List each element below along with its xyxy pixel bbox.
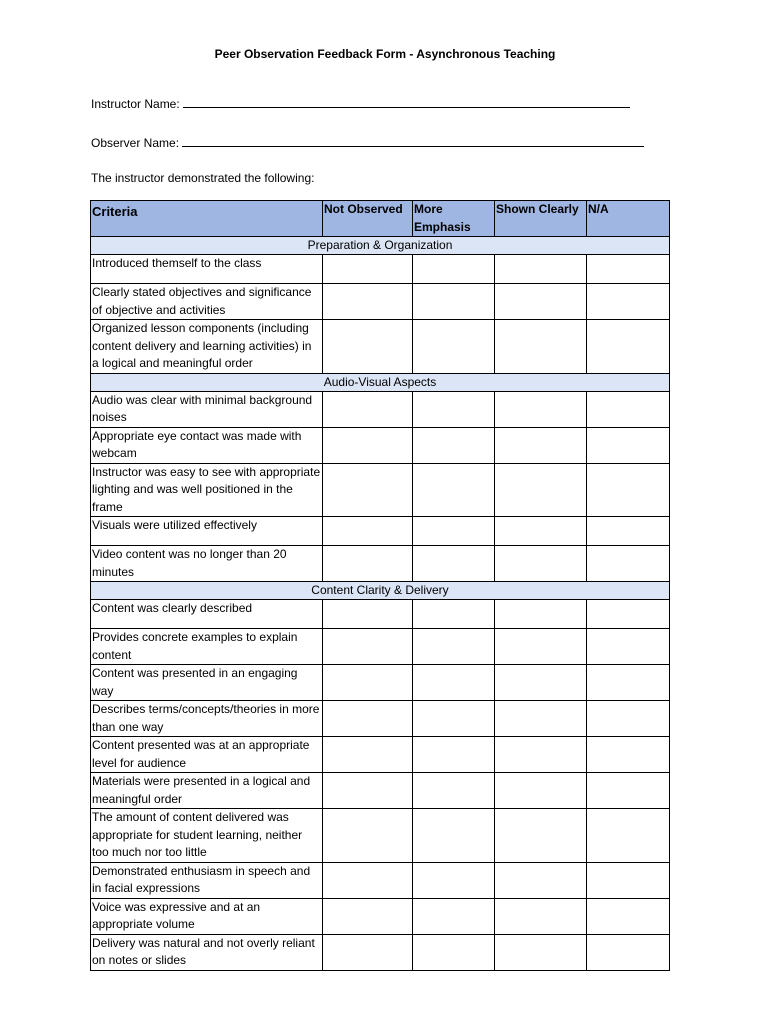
intro-text: The instructor demonstrated the following:	[91, 171, 315, 185]
not-observed-cell[interactable]	[323, 737, 413, 773]
more-emphasis-header: More Emphasis	[413, 201, 495, 237]
instructor-name-field[interactable]	[183, 95, 630, 108]
na-cell[interactable]	[587, 737, 670, 773]
not-observed-cell[interactable]	[323, 546, 413, 582]
na-cell[interactable]	[587, 934, 670, 970]
criteria-text: Materials were presented in a logical and meaningful order	[91, 773, 323, 809]
section-title: Audio-Visual Aspects	[91, 373, 670, 391]
criteria-text: Introduced themself to the class	[91, 255, 323, 284]
criteria-row	[91, 898, 670, 934]
not-observed-cell[interactable]	[323, 463, 413, 517]
shown-clearly-cell[interactable]	[495, 773, 587, 809]
not-observed-cell[interactable]	[323, 629, 413, 665]
criteria-text: Visuals were utilized effectively	[91, 517, 323, 546]
shown-clearly-cell[interactable]	[495, 737, 587, 773]
na-cell[interactable]	[587, 284, 670, 320]
shown-clearly-cell[interactable]	[495, 320, 587, 374]
not-observed-cell[interactable]	[323, 701, 413, 737]
shown-clearly-cell[interactable]	[495, 934, 587, 970]
criteria-row	[91, 701, 670, 737]
not-observed-cell[interactable]	[323, 320, 413, 374]
section-row	[91, 237, 670, 255]
more-emphasis-cell[interactable]	[413, 600, 495, 629]
shown-clearly-cell[interactable]	[495, 255, 587, 284]
shown-clearly-cell[interactable]	[495, 284, 587, 320]
criteria-text: Appropriate eye contact was made with webcam	[91, 427, 323, 463]
na-cell[interactable]	[587, 862, 670, 898]
criteria-row	[91, 737, 670, 773]
not-observed-cell[interactable]	[323, 427, 413, 463]
shown-clearly-cell[interactable]	[495, 809, 587, 863]
shown-clearly-cell[interactable]	[495, 701, 587, 737]
more-emphasis-cell[interactable]	[413, 701, 495, 737]
observer-name-line	[91, 134, 644, 150]
na-cell[interactable]	[587, 517, 670, 546]
criteria-text: Provides concrete examples to explain content	[91, 629, 323, 665]
section-row	[91, 582, 670, 600]
criteria-text: Describes terms/concepts/theories in more than one way	[91, 701, 323, 737]
more-emphasis-cell[interactable]	[413, 546, 495, 582]
criteria-text: Voice was expressive and at an appropriate volume	[91, 898, 323, 934]
not-observed-cell[interactable]	[323, 517, 413, 546]
shown-clearly-cell[interactable]	[495, 862, 587, 898]
more-emphasis-cell[interactable]	[413, 809, 495, 863]
not-observed-cell[interactable]	[323, 255, 413, 284]
na-cell[interactable]	[587, 546, 670, 582]
criteria-text: Content was clearly described	[91, 600, 323, 629]
na-cell[interactable]	[587, 629, 670, 665]
criteria-text: The amount of content delivered was appropriate for student learning, neither too much nor too little	[91, 809, 323, 863]
shown-clearly-cell[interactable]	[495, 665, 587, 701]
instructor-name-line	[91, 95, 630, 111]
shown-clearly-cell[interactable]	[495, 517, 587, 546]
criteria-text: Demonstrated enthusiasm in speech and in facial expressions	[91, 862, 323, 898]
na-cell[interactable]	[587, 701, 670, 737]
shown-clearly-cell[interactable]	[495, 427, 587, 463]
more-emphasis-cell[interactable]	[413, 320, 495, 374]
shown-clearly-header: Shown Clearly	[495, 201, 587, 237]
shown-clearly-cell[interactable]	[495, 391, 587, 427]
more-emphasis-cell[interactable]	[413, 427, 495, 463]
criteria-text: Clearly stated objectives and significance of objective and activities	[91, 284, 323, 320]
more-emphasis-cell[interactable]	[413, 737, 495, 773]
not-observed-cell[interactable]	[323, 898, 413, 934]
section-title: Preparation & Organization	[91, 237, 670, 255]
more-emphasis-cell[interactable]	[413, 862, 495, 898]
not-observed-cell[interactable]	[323, 809, 413, 863]
more-emphasis-cell[interactable]	[413, 255, 495, 284]
shown-clearly-cell[interactable]	[495, 546, 587, 582]
na-cell[interactable]	[587, 463, 670, 517]
more-emphasis-cell[interactable]	[413, 665, 495, 701]
na-cell[interactable]	[587, 320, 670, 374]
criteria-text: Video content was no longer than 20 minutes	[91, 546, 323, 582]
criteria-text: Delivery was natural and not overly reliant on notes or slides	[91, 934, 323, 970]
criteria-row	[91, 862, 670, 898]
criteria-text: Content presented was at an appropriate level for audience	[91, 737, 323, 773]
section-row	[91, 373, 670, 391]
na-cell[interactable]	[587, 255, 670, 284]
na-cell[interactable]	[587, 773, 670, 809]
na-cell[interactable]	[587, 427, 670, 463]
not-observed-cell[interactable]	[323, 600, 413, 629]
criteria-row	[91, 517, 670, 546]
observer-name-field[interactable]	[182, 134, 644, 147]
not-observed-cell[interactable]	[323, 773, 413, 809]
not-observed-cell[interactable]	[323, 665, 413, 701]
na-cell[interactable]	[587, 898, 670, 934]
criteria-text: Content was presented in an engaging way	[91, 665, 323, 701]
na-cell[interactable]	[587, 809, 670, 863]
more-emphasis-cell[interactable]	[413, 463, 495, 517]
criteria-row	[91, 463, 670, 517]
na-cell[interactable]	[587, 391, 670, 427]
not-observed-cell[interactable]	[323, 391, 413, 427]
more-emphasis-cell[interactable]	[413, 773, 495, 809]
more-emphasis-cell[interactable]	[413, 391, 495, 427]
criteria-row	[91, 934, 670, 970]
not-observed-cell[interactable]	[323, 284, 413, 320]
form-title: Peer Observation Feedback Form - Asynchronous Teaching	[214, 47, 556, 61]
criteria-row	[91, 427, 670, 463]
criteria-row	[91, 255, 670, 284]
more-emphasis-cell[interactable]	[413, 898, 495, 934]
more-emphasis-cell[interactable]	[413, 629, 495, 665]
shown-clearly-cell[interactable]	[495, 629, 587, 665]
criteria-row	[91, 809, 670, 863]
criteria-header: Criteria	[91, 201, 323, 237]
criteria-text: Instructor was easy to see with appropriate lighting and was well positioned in the frame	[91, 463, 323, 517]
more-emphasis-cell[interactable]	[413, 934, 495, 970]
criteria-row	[91, 391, 670, 427]
instructor-name-label: Instructor Name:	[91, 97, 180, 111]
criteria-text: Organized lesson components (including content delivery and learning activities) in a logical and meaningful order	[91, 320, 323, 374]
criteria-row	[91, 546, 670, 582]
na-header: N/A	[587, 201, 670, 237]
not-observed-header: Not Observed	[323, 201, 413, 237]
na-cell[interactable]	[587, 665, 670, 701]
section-title: Content Clarity & Delivery	[91, 582, 670, 600]
shown-clearly-cell[interactable]	[495, 898, 587, 934]
shown-clearly-cell[interactable]	[495, 600, 587, 629]
not-observed-cell[interactable]	[323, 934, 413, 970]
more-emphasis-cell[interactable]	[413, 284, 495, 320]
criteria-text: Audio was clear with minimal background noises	[91, 391, 323, 427]
criteria-row	[91, 600, 670, 629]
table-header-row	[91, 201, 670, 237]
more-emphasis-cell[interactable]	[413, 517, 495, 546]
feedback-table	[90, 200, 670, 971]
observer-name-label: Observer Name:	[91, 136, 180, 150]
shown-clearly-cell[interactable]	[495, 463, 587, 517]
na-cell[interactable]	[587, 600, 670, 629]
criteria-row	[91, 320, 670, 374]
not-observed-cell[interactable]	[323, 862, 413, 898]
criteria-row	[91, 773, 670, 809]
criteria-row	[91, 284, 670, 320]
criteria-row	[91, 665, 670, 701]
criteria-row	[91, 629, 670, 665]
